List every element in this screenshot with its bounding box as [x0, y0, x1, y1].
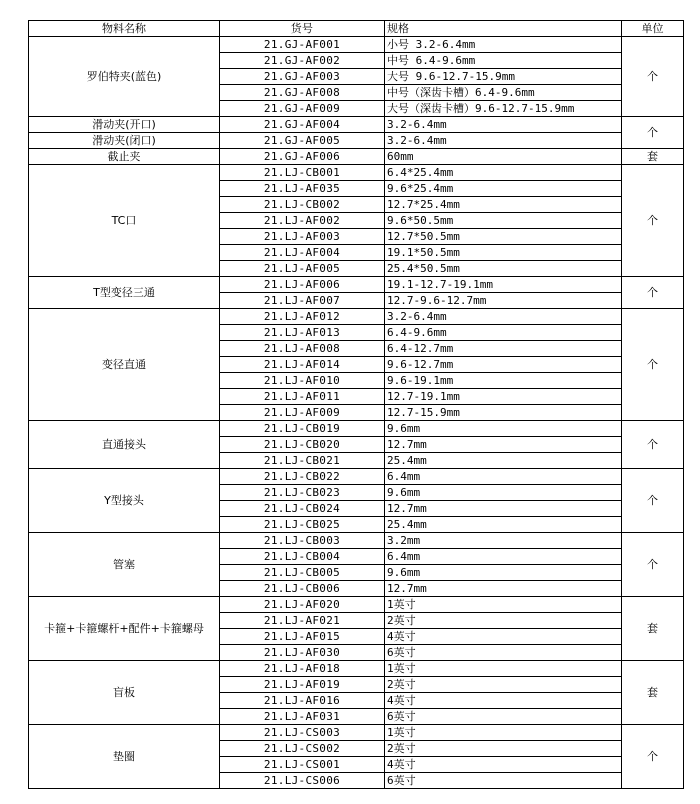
- item-code-cell: 21.LJ-AF003: [220, 229, 385, 245]
- specification-cell: 19.1*50.5mm: [385, 245, 622, 261]
- specification-cell: 6.4*25.4mm: [385, 165, 622, 181]
- item-code-cell: 21.LJ-CB020: [220, 437, 385, 453]
- item-code-cell: 21.LJ-AF019: [220, 677, 385, 693]
- item-code-cell: 21.LJ-CB024: [220, 501, 385, 517]
- table-row: [29, 309, 684, 325]
- product-spec-table: [28, 20, 684, 789]
- item-code-cell: 21.LJ-AF005: [220, 261, 385, 277]
- item-code-cell: 21.LJ-AF006: [220, 277, 385, 293]
- table-row: [29, 149, 684, 165]
- specification-cell: 2英寸: [385, 613, 622, 629]
- specification-cell: 12.7mm: [385, 581, 622, 597]
- specification-cell: 4英寸: [385, 693, 622, 709]
- specification-cell: 9.6mm: [385, 421, 622, 437]
- table-row: [29, 661, 684, 677]
- specification-cell: 12.7mm: [385, 501, 622, 517]
- unit-cell: 个: [622, 725, 684, 789]
- item-code-cell: 21.LJ-AF002: [220, 213, 385, 229]
- specification-cell: 2英寸: [385, 741, 622, 757]
- item-code-cell: 21.LJ-AF004: [220, 245, 385, 261]
- material-name-cell: 滑动夹(开口): [29, 117, 220, 133]
- material-name-cell: 盲板: [29, 661, 220, 725]
- item-code-cell: 21.LJ-AF008: [220, 341, 385, 357]
- item-code-cell: 21.LJ-AF030: [220, 645, 385, 661]
- specification-cell: 9.6*50.5mm: [385, 213, 622, 229]
- material-name-cell: 滑动夹(闭口): [29, 133, 220, 149]
- item-code-cell: 21.GJ-AF008: [220, 85, 385, 101]
- unit-cell: 套: [622, 149, 684, 165]
- specification-cell: 25.4*50.5mm: [385, 261, 622, 277]
- material-name-cell: 截止夹: [29, 149, 220, 165]
- item-code-cell: 21.GJ-AF005: [220, 133, 385, 149]
- specification-cell: 6.4-9.6mm: [385, 325, 622, 341]
- specification-cell: 3.2-6.4mm: [385, 133, 622, 149]
- table-row: [29, 165, 684, 181]
- table-row: [29, 133, 684, 149]
- specification-cell: 2英寸: [385, 677, 622, 693]
- specification-cell: 3.2mm: [385, 533, 622, 549]
- specification-cell: 6英寸: [385, 773, 622, 789]
- unit-cell: 个: [622, 277, 684, 309]
- material-name-cell: 罗伯特夹(蓝色): [29, 37, 220, 117]
- unit-cell: 个: [622, 421, 684, 469]
- item-code-cell: 21.LJ-CB022: [220, 469, 385, 485]
- item-code-cell: 21.LJ-CS006: [220, 773, 385, 789]
- specification-cell: 25.4mm: [385, 517, 622, 533]
- table-row: [29, 597, 684, 613]
- specification-cell: 60mm: [385, 149, 622, 165]
- item-code-cell: 21.LJ-AF014: [220, 357, 385, 373]
- specification-cell: 1英寸: [385, 597, 622, 613]
- item-code-cell: 21.GJ-AF009: [220, 101, 385, 117]
- item-code-cell: 21.LJ-AF021: [220, 613, 385, 629]
- unit-cell: 个: [622, 165, 684, 277]
- item-code-cell: 21.LJ-CB006: [220, 581, 385, 597]
- specification-cell: 6.4mm: [385, 549, 622, 565]
- item-code-cell: 21.LJ-AF012: [220, 309, 385, 325]
- specification-cell: 4英寸: [385, 629, 622, 645]
- material-name-cell: 卡箍+卡箍螺杆+配件+卡箍螺母: [29, 597, 220, 661]
- specification-cell: 9.6*25.4mm: [385, 181, 622, 197]
- material-name-cell: 直通接头: [29, 421, 220, 469]
- material-name-cell: 垫圈: [29, 725, 220, 789]
- specification-cell: 19.1-12.7-19.1mm: [385, 277, 622, 293]
- material-name-cell: Y型接头: [29, 469, 220, 533]
- item-code-cell: 21.LJ-AF020: [220, 597, 385, 613]
- item-code-cell: 21.LJ-AF018: [220, 661, 385, 677]
- item-code-cell: 21.LJ-CB019: [220, 421, 385, 437]
- item-code-cell: 21.LJ-AF007: [220, 293, 385, 309]
- specification-cell: 12.7-15.9mm: [385, 405, 622, 421]
- item-code-cell: 21.LJ-AF031: [220, 709, 385, 725]
- unit-cell: 个: [622, 309, 684, 421]
- table-row: [29, 725, 684, 741]
- table-row: [29, 117, 684, 133]
- table-body: [29, 37, 684, 789]
- specification-cell: 25.4mm: [385, 453, 622, 469]
- item-code-cell: 21.LJ-AF035: [220, 181, 385, 197]
- item-code-cell: 21.LJ-CB023: [220, 485, 385, 501]
- item-code-cell: 21.LJ-CB021: [220, 453, 385, 469]
- unit-cell: 套: [622, 661, 684, 725]
- header-item-code: 货号: [220, 21, 385, 37]
- item-code-cell: 21.LJ-AF011: [220, 389, 385, 405]
- specification-cell: 6.4mm: [385, 469, 622, 485]
- item-code-cell: 21.LJ-CS003: [220, 725, 385, 741]
- item-code-cell: 21.GJ-AF006: [220, 149, 385, 165]
- specification-cell: 小号 3.2-6.4mm: [385, 37, 622, 53]
- specification-cell: 6.4-12.7mm: [385, 341, 622, 357]
- specification-cell: 12.7-9.6-12.7mm: [385, 293, 622, 309]
- specification-cell: 1英寸: [385, 661, 622, 677]
- item-code-cell: 21.LJ-CS001: [220, 757, 385, 773]
- header-material-name: 物料名称: [29, 21, 220, 37]
- specification-cell: 9.6mm: [385, 485, 622, 501]
- specification-cell: 4英寸: [385, 757, 622, 773]
- unit-cell: 个: [622, 533, 684, 597]
- specification-cell: 12.7*25.4mm: [385, 197, 622, 213]
- table-row: [29, 421, 684, 437]
- specification-cell: 6英寸: [385, 709, 622, 725]
- item-code-cell: 21.LJ-AF016: [220, 693, 385, 709]
- unit-cell: 个: [622, 117, 684, 149]
- material-name-cell: TC口: [29, 165, 220, 277]
- item-code-cell: 21.LJ-CB005: [220, 565, 385, 581]
- item-code-cell: 21.LJ-CB003: [220, 533, 385, 549]
- item-code-cell: 21.LJ-CB025: [220, 517, 385, 533]
- unit-cell: 个: [622, 37, 684, 117]
- header-row: [29, 21, 684, 37]
- header-specification: 规格: [385, 21, 622, 37]
- unit-cell: 套: [622, 597, 684, 661]
- item-code-cell: 21.LJ-AF010: [220, 373, 385, 389]
- material-name-cell: T型变径三通: [29, 277, 220, 309]
- specification-cell: 12.7-19.1mm: [385, 389, 622, 405]
- item-code-cell: 21.GJ-AF001: [220, 37, 385, 53]
- unit-cell: 个: [622, 469, 684, 533]
- specification-cell: 大号（深齿卡槽）9.6-12.7-15.9mm: [385, 101, 622, 117]
- item-code-cell: 21.LJ-CS002: [220, 741, 385, 757]
- material-name-cell: 管塞: [29, 533, 220, 597]
- specification-cell: 6英寸: [385, 645, 622, 661]
- specification-cell: 9.6mm: [385, 565, 622, 581]
- specification-cell: 中号 6.4-9.6mm: [385, 53, 622, 69]
- item-code-cell: 21.LJ-AF015: [220, 629, 385, 645]
- item-code-cell: 21.LJ-AF013: [220, 325, 385, 341]
- specification-cell: 1英寸: [385, 725, 622, 741]
- table-row: [29, 277, 684, 293]
- specification-cell: 3.2-6.4mm: [385, 309, 622, 325]
- specification-cell: 大号 9.6-12.7-15.9mm: [385, 69, 622, 85]
- material-name-cell: 变径直通: [29, 309, 220, 421]
- specification-cell: 9.6-12.7mm: [385, 357, 622, 373]
- table-row: [29, 469, 684, 485]
- item-code-cell: 21.GJ-AF004: [220, 117, 385, 133]
- item-code-cell: 21.GJ-AF003: [220, 69, 385, 85]
- item-code-cell: 21.LJ-AF009: [220, 405, 385, 421]
- specification-cell: 9.6-19.1mm: [385, 373, 622, 389]
- table-row: [29, 533, 684, 549]
- table-row: [29, 37, 684, 53]
- item-code-cell: 21.LJ-CB002: [220, 197, 385, 213]
- specification-cell: 12.7*50.5mm: [385, 229, 622, 245]
- item-code-cell: 21.LJ-CB001: [220, 165, 385, 181]
- specification-cell: 3.2-6.4mm: [385, 117, 622, 133]
- header-unit: 单位: [622, 21, 684, 37]
- item-code-cell: 21.GJ-AF002: [220, 53, 385, 69]
- specification-cell: 中号（深齿卡槽）6.4-9.6mm: [385, 85, 622, 101]
- item-code-cell: 21.LJ-CB004: [220, 549, 385, 565]
- specification-cell: 12.7mm: [385, 437, 622, 453]
